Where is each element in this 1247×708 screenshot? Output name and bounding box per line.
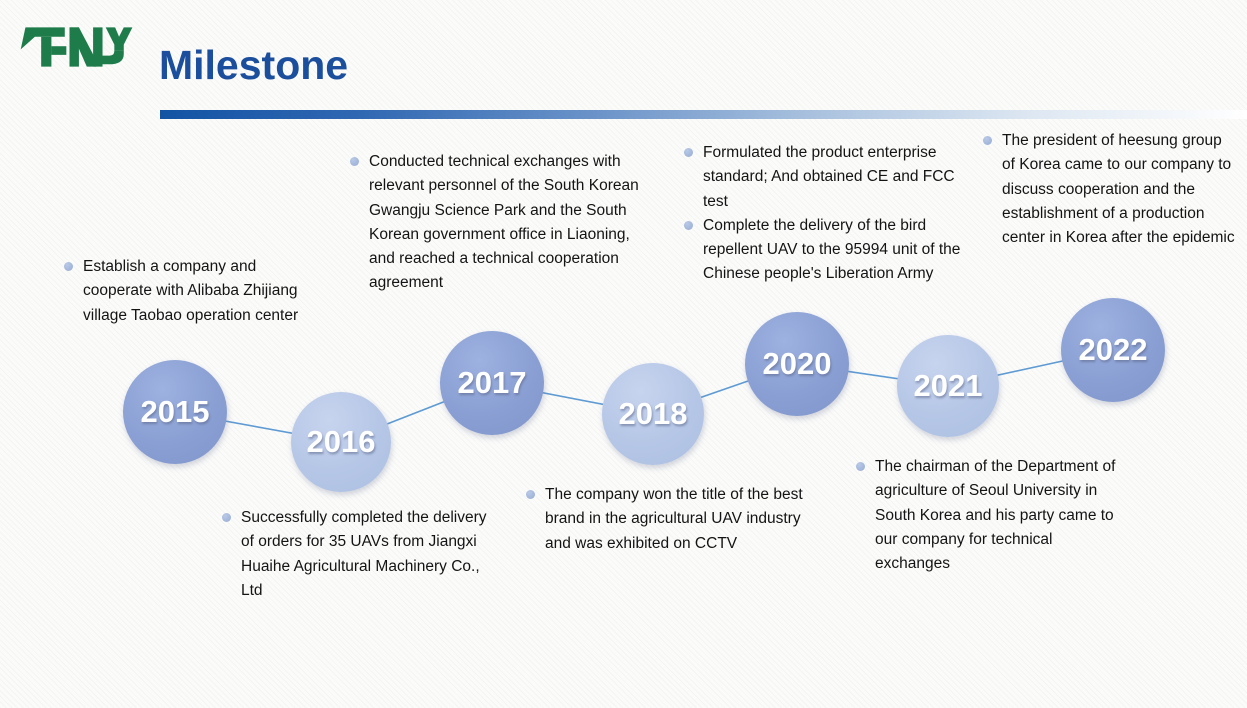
bullet-icon bbox=[983, 136, 992, 145]
year-circle-2018 bbox=[602, 363, 704, 465]
year-label: 2020 bbox=[762, 346, 832, 381]
bullet-icon bbox=[526, 490, 535, 499]
year-circle-2015 bbox=[123, 360, 227, 464]
note-text: Establish a company and cooperate with Alibaba Zhijiang village Taobao operation center bbox=[83, 258, 299, 324]
year-label: 2015 bbox=[140, 394, 210, 429]
bullet-icon bbox=[684, 148, 693, 157]
year-circle-2016 bbox=[291, 392, 391, 492]
note-text: The president of heesung group of Korea came to our company to discuss cooperation and the establishment of a production center in Korea after the epidemic bbox=[1002, 132, 1235, 247]
milestone-note-2016 bbox=[222, 506, 494, 603]
milestone-note-2015 bbox=[64, 255, 300, 328]
note-text: Formulated the product enterprise standard; And obtained CE and FCC test bbox=[703, 144, 955, 210]
year-label: 2016 bbox=[306, 424, 376, 459]
year-circle-2017 bbox=[440, 331, 544, 435]
bullet-icon bbox=[222, 513, 231, 522]
note-item bbox=[983, 129, 1235, 250]
note-text: The chairman of the Department of agriculture of Seoul University in South Korea and his party came to our company for technical exchanges bbox=[875, 458, 1116, 573]
milestone-note-2020 bbox=[684, 141, 974, 287]
year-circle-2021 bbox=[897, 335, 999, 437]
note-text: Complete the delivery of the bird repellent UAV to the 95994 unit of the Chinese people's Liberation Army bbox=[703, 216, 961, 283]
milestone-note-2022 bbox=[983, 129, 1235, 250]
note-item bbox=[64, 255, 300, 328]
note-item bbox=[684, 214, 974, 287]
bullet-icon bbox=[684, 221, 693, 230]
bullet-icon bbox=[64, 262, 73, 271]
note-text: Successfully completed the delivery of orders for 35 UAVs from Jiangxi Huaihe Agricultural Machinery Co., Ltd bbox=[241, 509, 487, 599]
year-label: 2017 bbox=[457, 365, 527, 400]
note-text: The company won the title of the best brand in the agricultural UAV industry and was exhibited on CCTV bbox=[545, 486, 803, 552]
note-item bbox=[856, 455, 1118, 576]
year-circle-2020 bbox=[745, 312, 849, 416]
milestone-note-2018 bbox=[526, 483, 820, 556]
note-text: Conducted technical exchanges with relevant personnel of the South Korean Gwangju Science Park and the South Korean government office in Liaoning, and reached a technical cooperation agreement bbox=[369, 153, 639, 292]
milestone-note-2017 bbox=[350, 150, 642, 296]
milestone-note-2021 bbox=[856, 455, 1118, 576]
note-item bbox=[222, 506, 494, 603]
page-title: Milestone bbox=[159, 42, 349, 88]
year-circle-2022 bbox=[1061, 298, 1165, 402]
note-item bbox=[526, 483, 820, 556]
bullet-icon bbox=[350, 157, 359, 166]
year-label: 2018 bbox=[618, 396, 688, 431]
bullet-icon bbox=[856, 462, 865, 471]
note-item bbox=[684, 141, 974, 214]
year-label: 2022 bbox=[1078, 332, 1148, 367]
note-item bbox=[350, 150, 642, 296]
year-label: 2021 bbox=[913, 368, 983, 403]
